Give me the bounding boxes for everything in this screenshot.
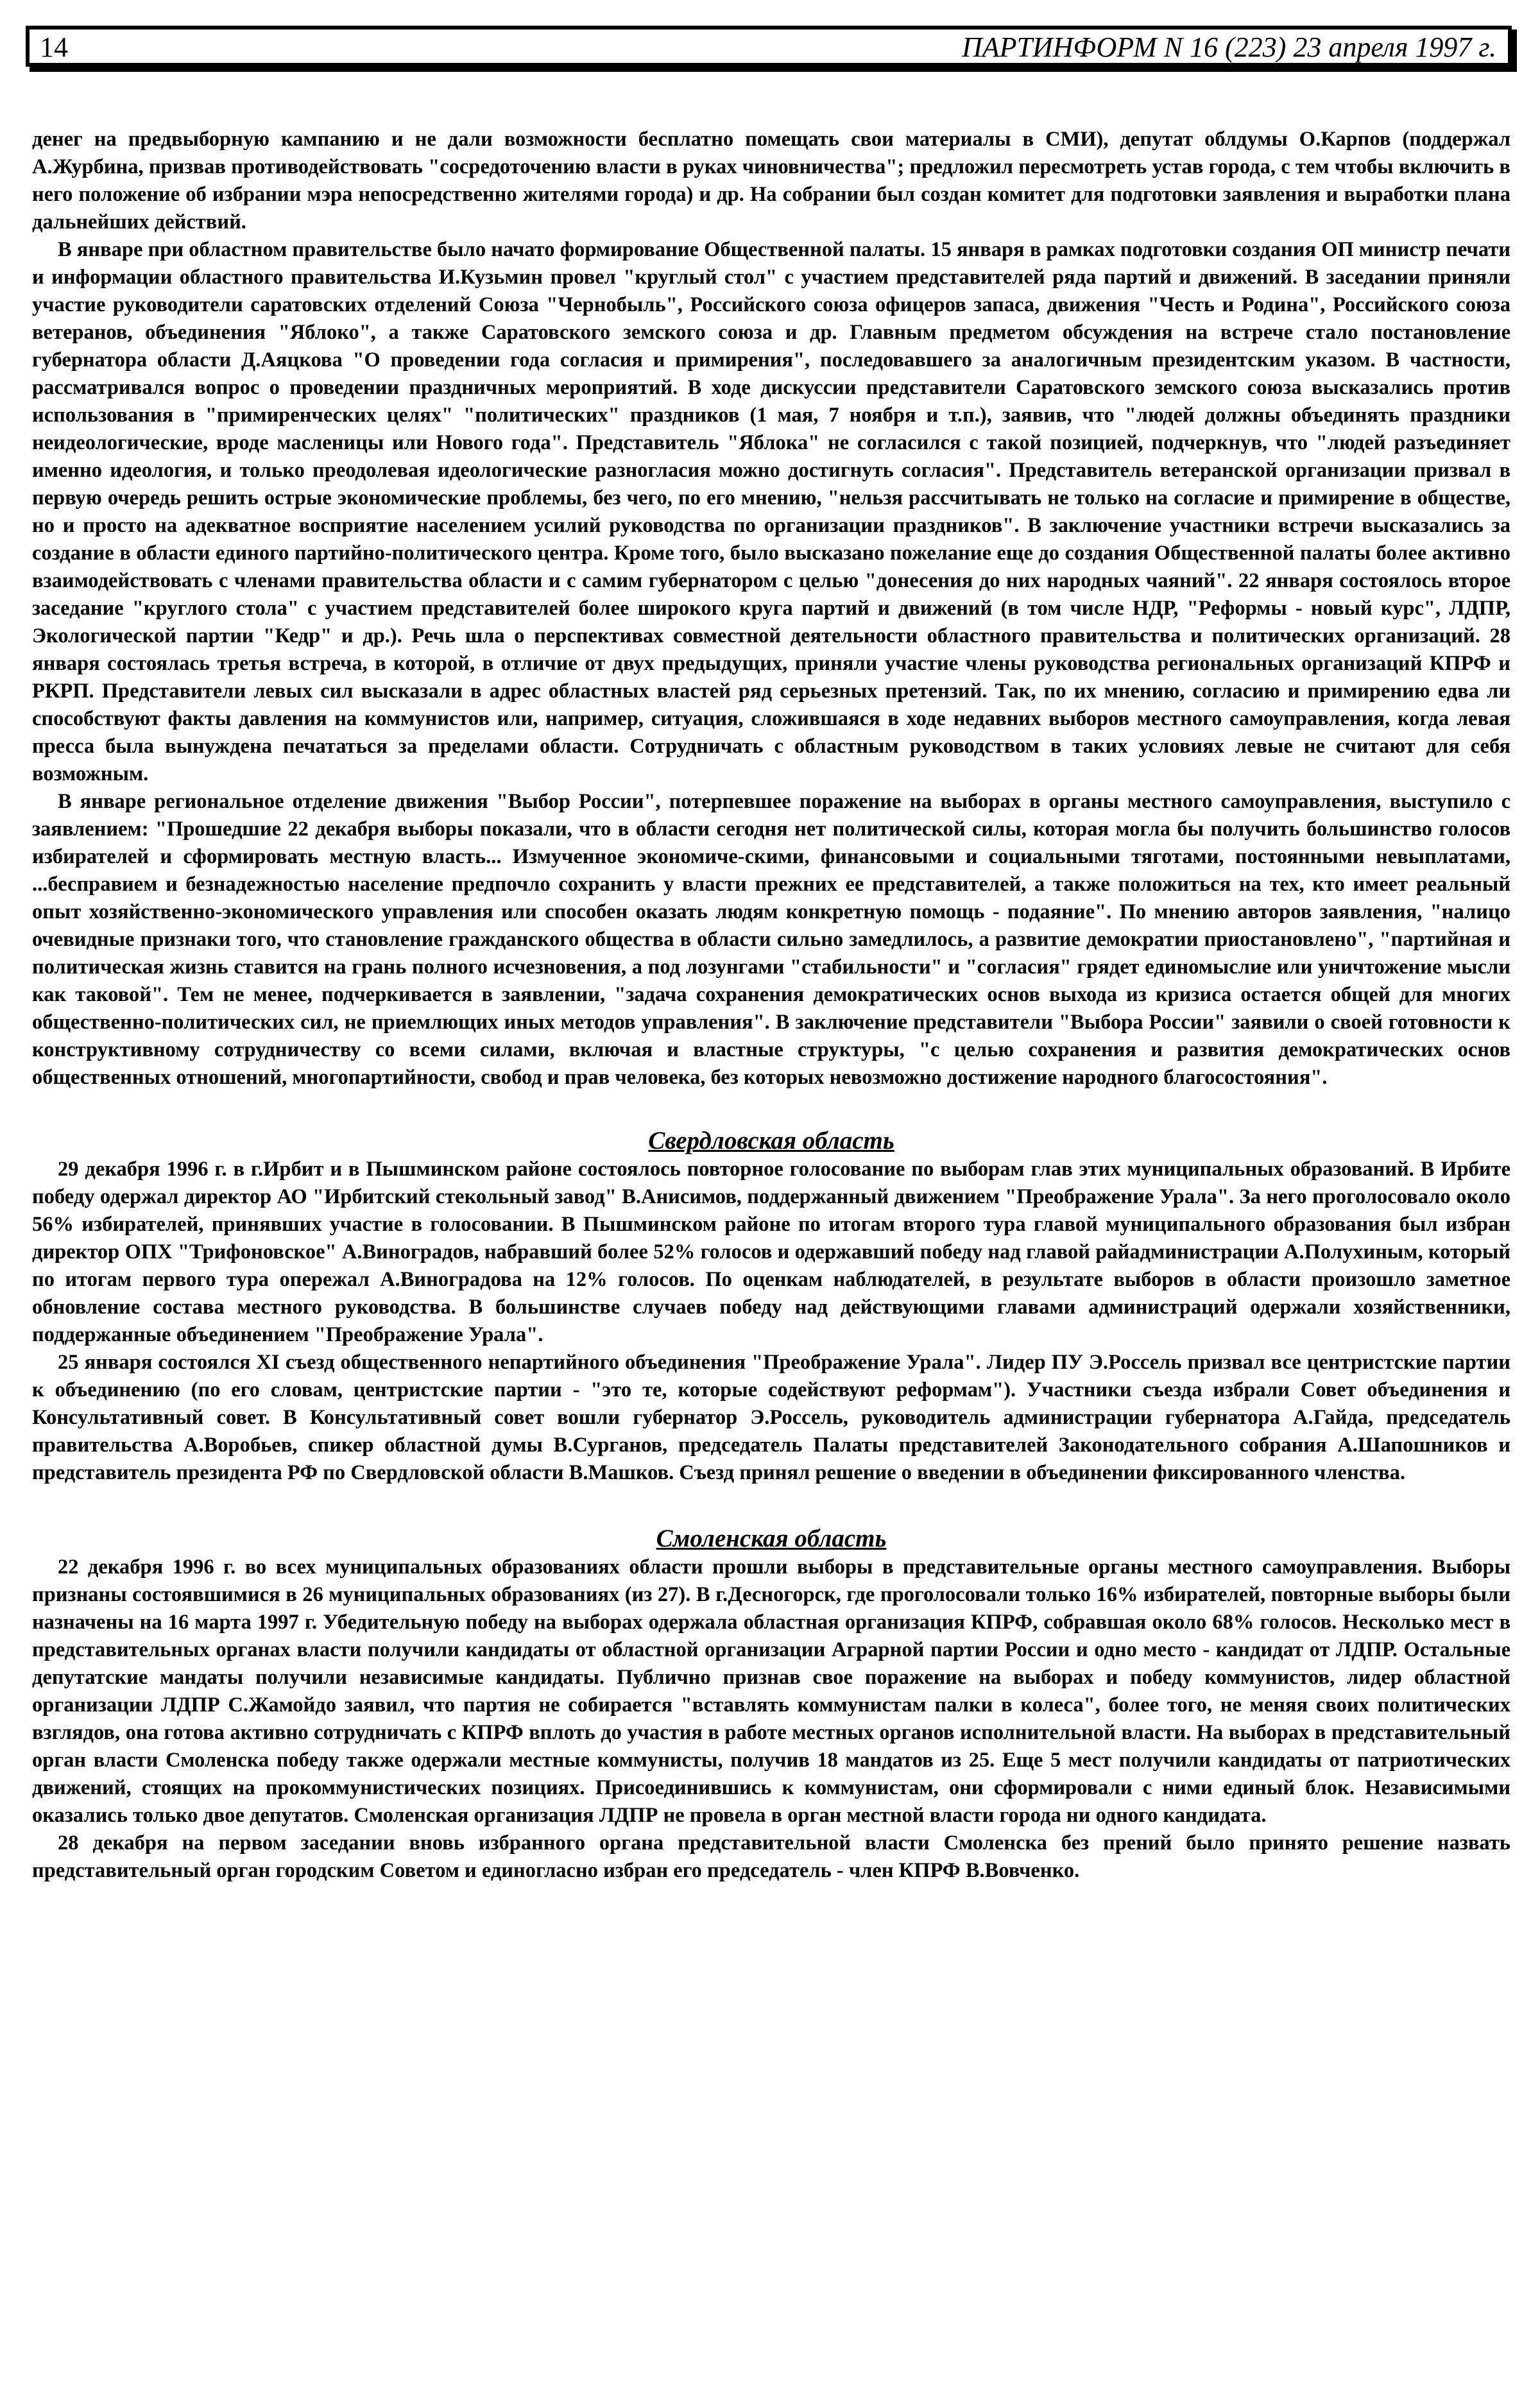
paragraph: В январе при областном правительстве было начато формирование Общественной палаты. 15 января в рамках подготовки создания ОП министр печати и информации областного правительства И.Кузьмин провел "круглый стол" с участием представителей ряда партий и движений. В заседании приняли участие руководители саратовских отделений Союза "Чернобыль", Российского союза офицеров запаса, движения "Честь и Родина", Российского союза ветеранов, объединения "Яблоко", а также Саратовского земского союза и др. Главным предметом обсуждения на встрече стало постановление губернатора области Д.Аяцкова "О проведении года согласия и примирения", последовавшего за аналогичным президентским указом. В частности, рассматривался вопрос о проведении праздничных мероприятий. В ходе дискуссии представители Саратовского земского союза высказались против использования в "примиренческих целях" "политических" праздников (1 мая, 7 ноября и т.п.), заявив, что "людей должны объединять праздники неидеологические, вроде масленицы или Нового года". Представитель "Яблока" не согласился с такой позицией, подчеркнув, что "людей разъединяет именно идеология, и только преодолевая идеологические разногласия можно достигнуть согласия". Представитель ветеранской организации призвал в первую очередь решить острые экономические проблемы, без чего, по его мнению, "нельзя рассчитывать не только на согласие и примирение в обществе, но и просто на адекватное восприятие населением усилий руководства по организации праздников". В заключение участники встречи высказались за создание в области единого партийно-политического центра. Кроме того, было высказано пожелание еще до создания Общественной палаты более активно взаимодействовать с членами правительства области и с самим губернатором с целью "донесения до них народных чаяний". 22 января состоялось второе заседание "круглого стола" с участием представителей более широкого круга партий и движений (в том числе НДР, "Реформы - новый курс", ЛДПР, Экологической партии "Кедр" и др.). Речь шла о перспективах совместной деятельности областного правительства и политических организаций. 28 января состоялась третья встреча, в которой, в отличие от двух предыдущих, приняли участие члены руководства региональных организаций КПРФ и РКРП. Представители левых сил высказали в адрес областных властей ряд серьезных претензий. Так, по их мнению, согласию и примирению едва ли способствуют факты давления на коммунистов или, например, ситуация, сложившаяся в ходе недавних выборов местного самоуправления, когда левая пресса была вынуждена печататься за пределами области. Сотрудничать с областным руководством в таких условиях левые не считают для себя возможным. [32,238,1510,785]
paragraph: денег на предвыборную кампанию и не дали возможности бесплатно помещать свои материалы в СМИ), депутат облдумы О.Карпов (поддержал А.Журбина, призвав противодействовать "сосредоточению власти в руках чиновничества"; предложил пересмотреть устав города, с тем чтобы включить в него положение об избрании мэра непосредственно жителями города) и др. На собрании был создан комитет для подготовки заявления и выработки плана дальнейших действий. [32,128,1510,234]
paragraph: 28 декабря на первом заседании вновь избранного органа представительной власти Смоленска без прений было принято решение назвать представительный орган городским Советом и единогласно избран его председатель - член КПРФ В.Вовченко. [32,1831,1510,1882]
page-header [26,26,1512,67]
paragraph: В январе региональное отделение движения "Выбор России", потерпевшее поражение на выборах в органы местного самоуправления, выступило с заявлением: "Прошедшие 22 декабря выборы показали, что в области сегодня нет политической силы, которая могла бы получить большинство голосов избирателей и сформировать местную власть... Измученное экономиче-скими, финансовыми и социальными тяготами, постоянными невыплатами, ...бесправием и безнадежностью население предпочло сохранить у власти прежних ее представителей, а также положиться на тех, кто имеет реальный опыт хозяйственно-экономического управления или способен оказать людям конкретную помощь - подаяние". По мнению авторов заявления, "налицо очевидные признаки того, что становление гражданского общества в области сильно замедлилось, а развитие демократии приостановлено", "партийная и политическая жизнь ставится на грань полного исчезновения, а под лозунгами "стабильности" и "согласия" грядет единомыслие или уничтожение мысли как таковой". Тем не менее, подчеркивается в заявлении, "задача сохранения демократических основ выхода из кризиса остается общей для многих общественно-политических сил, не приемлющих иных методов управления". В заключение представители "Выбора России" заявили о своей готовности к конструктивному сотрудничеству со всеми силами, включая и властные структуры, "с целью сохранения и развития демократических основ общественных отношений, многопартийности, свобод и прав человека, без которых невозможно достижение народного благосостояния". [32,790,1510,1089]
paragraph: 29 декабря 1996 г. в г.Ирбит и в Пышминском районе состоялось повторное голосование по выборам глав этих муниципальных образований. В Ирбите победу одержал директор АО "Ирбитский стекольный завод" В.Анисимов, поддержанный движением "Преображение Урала". За него проголосовало около 56% избирателей, принявших участие в голосовании. В Пышминском районе по итогам второго тура главой муниципального образования был избран директор ОПХ "Трифоновское" А.Виноградов, набравший более 52% голосов и одержавший победу над главой райадминистрации А.Полухиным, который по итогам первого тура опережал А.Виноградова на 12% голосов. По оценкам наблюдателей, в результате выборов в области произошло заметное обновление состава местного руководства. В большинстве случаев победу над действующими главами администраций одержали хозяйственники, поддержанные объединением "Преображение Урала". [32,1158,1510,1346]
header-shadow-right [1512,30,1517,72]
paragraph: 25 января состоялся XI съезд общественного непартийного объединения "Преображение Урала". Лидер ПУ Э.Россель призвал все центристские партии к объединению (по его словам, центристские партии - "это те, которые содействуют реформам"). Участники съезда избрали Совет объединения и Консультативный совет. В Консультативный совет вошли губернатор Э.Россель, руководитель администрации губернатора А.Гайда, председатель правительства А.Воробьев, спикер областной думы В.Сурганов, председатель Палаты представителей Законодательного собрания А.Шапошников и представитель президента РФ по Свердловской области В.Машков. Съезд принял решение о введении в объединении фиксированного членства. [32,1351,1510,1484]
page-number: 14 [40,31,68,63]
section-heading-smolensk: Смоленская область [656,1525,887,1552]
paragraph: 22 декабря 1996 г. во всех муниципальных образованиях области прошли выборы в представительные органы местного самоуправления. Выборы признаны состоявшимися в 26 муниципальных образованиях (из 27). В г.Десногорск, где проголосовали только 16% избирателей, повторные выборы были назначены на 16 марта 1997 г. Убедительную победу на выборах одержала областная организация КПРФ, собравшая около 68% голосов. Несколько мест в представительных органах власти получили кандидаты от областной организации Аграрной партии России и одно место - кандидат от ЛДПР. Остальные депутатские мандаты получили независимые кандидаты. Публично признав свое поражение на выборах и победу коммунистов, лидер областной организации ЛДПР С.Жамойдо заявил, что партия не собирается "вставлять коммунистам палки в колеса", более того, не меняя своих политических взглядов, она готова активно сотрудничать с КПРФ вплоть до участия в работе местных органов исполнительной власти. На выборах в представительный орган власти Смоленска победу также одержали местные коммунисты, получив 18 мандатов из 25. Еще 5 мест получили кандидаты от патриотических движений, стоящих на прокоммунистических позициях. Присоединившись к коммунистам, они сформировали с ними единый блок. Независимыми оказались только двое депутатов. Смоленская организация ЛДПР не провела в орган местной власти города ни одного кандидата. [32,1555,1510,1827]
running-title: ПАРТИНФОРМ N 16 (223) 23 апреля 1997 г. [962,31,1496,63]
article-body [32,126,1510,1885]
header-shadow-bottom [30,67,1516,72]
section-heading-sverdlovsk: Свердловская область [648,1127,894,1154]
